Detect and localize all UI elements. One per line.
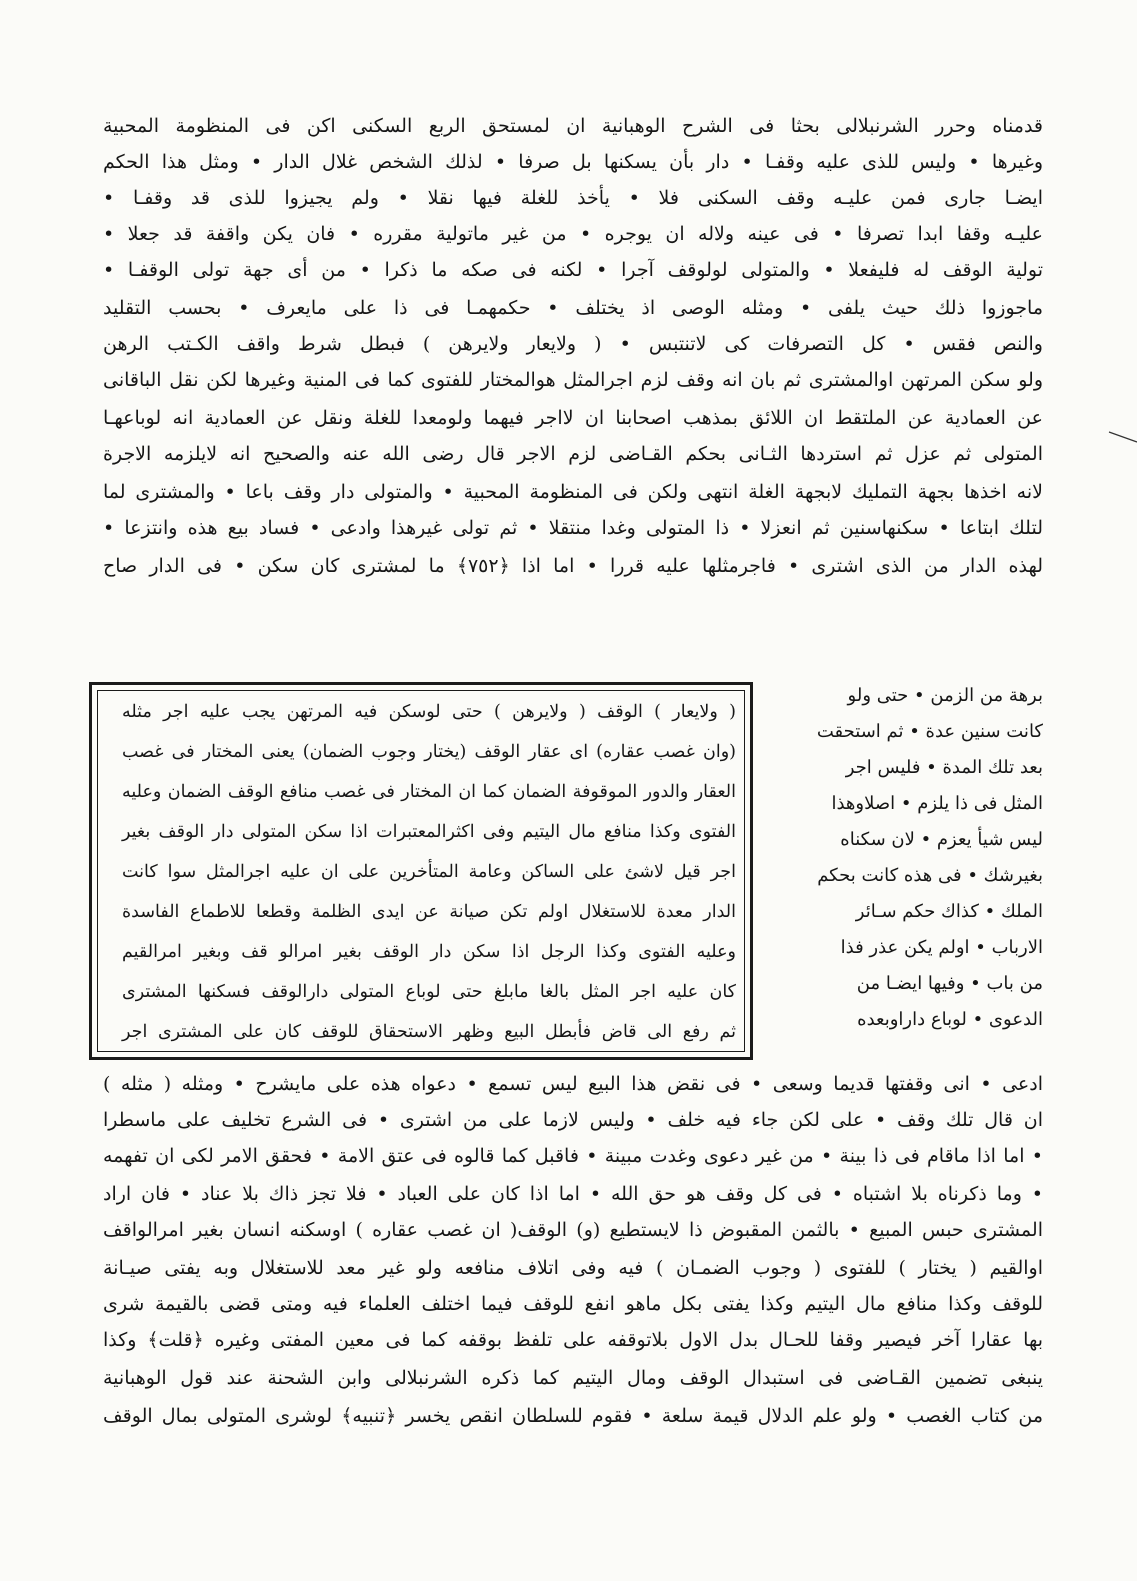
text-line: وغيرها • وليس للذى عليه وقفـا • دار بأن يسكنها بل صرفا • لذلك الشخص غلال الدار • ومثل هذا الحكم [103, 151, 1043, 173]
text-line [103, 620, 1043, 656]
text-line [103, 584, 1043, 620]
text-line: ادعى • انى وقفتها قديما وسعى • فى نقض هذا البيع ليس تسمع • دعواه هذه على مايشرح • ومثله ( مثله ) [103, 1073, 1043, 1095]
box-text-line: (وان غصب عقاره) اى عقار الوقف (يختار وجوب الضمان) يعنى المختار فى غصب [122, 742, 736, 762]
box-text-line: وعليه الفتوى وكذا الرجل اذا سكن دار الوقف بغير امرالو قف وبغير امرالقيم [122, 942, 736, 962]
side-text-line: المثل فى ذا يلزم • اصلاوهذا [831, 793, 1043, 814]
text-line: عليـه وقفا ابدا تصرفا • فى عينه ولاله ان يوجره • من غير ماتولية مقرره • فان يكن واقفة قد جعلا • [103, 223, 1043, 245]
text-line: المشترى حبس المبيع • بالثمن المقبوض ذا لايستطيع (و) الوقف( ان غصب عقاره ) اوسكنه انسان بغير امرالواقف [103, 1219, 1043, 1241]
box-text-line: ثم رفع الى قاض فأبطل البيع وظهر الاستحقاق للوقف كان على المشترى اجر [122, 1022, 736, 1042]
text-line: عن العمادية عن الملتقط ان اللائق بمذهب اصحابنا ان لااجر فيهما ولومعدا للغلة ونقل عن العمادية انه لوباعهـا [103, 407, 1043, 429]
side-text-line: الارباب • اولم يكن عذر فذا [840, 937, 1043, 958]
box-text-line: كان عليه اجر المثل بالغا مابلغ حتى لوباع المتولى دارالوقف فسكنها المشترى [122, 982, 736, 1002]
box-text-line: الفتوى وكذا منافع مال اليتيم وفى اكثرالمعتبرات اذا سكن المتولى دار الوقف بغير [122, 822, 736, 842]
side-text-line: الملك • كذاك حكم سـائر [855, 901, 1043, 922]
text-line: ينبغى تضمين القـاضى فى استبدال الوقف ومال اليتيم كما ذكره الشرنبلالى وابن الشحنة عند قول الوهبانية [103, 1367, 1043, 1389]
box-text-line: الدار معدة للاستغلال اولم تكن صيانة عن ايدى الظلمة وقطعا للاطماع الفاسدة [122, 902, 736, 922]
side-text-line: ليس شيأ يعزم • لان سكناه [840, 829, 1043, 850]
text-line: ايضـا جارى فمن عليـه وقف السكنى فلا • يأخذ للغلة فيها نقلا • ولم يجيزوا للذى قد وقفـا • [103, 187, 1043, 209]
text-line: • اما اذا ماقام فى ذا بينة • من غير دعوى وغدت مبينة • فاقبل كما قالوه فى عتق الامة • فحقق الامر لكى ان تفهمه [103, 1145, 1043, 1167]
text-line: من كتاب الغصب • ولو علم الدلال قيمة سلعة • فقوم للسلطان انقص يخسر ﴿تنبيه﴾ لوشرى المتولى بمال الوقف [103, 1405, 1043, 1427]
text-line: تولية الوقف له فليفعلا • والمتولى لولوقف آجرا • لكنه فى صكه ما ذكرا • من أى جهة تولى الوقفـا • [103, 259, 1043, 281]
box-text-line: ( ولايعار ) الوقف ( ولايرهن ) حتى لوسكن فيه المرتهن يجب عليه اجر مثله [122, 702, 736, 722]
side-text-line: الدعوى • لوباع داراوبعده [857, 1009, 1043, 1030]
side-text-line: كانت سنين عدة • ثم استحقت [816, 721, 1043, 742]
side-text-line: بعد تلك المدة • فليس اجر [845, 757, 1043, 778]
text-line: لهذه الدار من الذى اشترى • فاجرمثلها عليه قررا • اما اذا ﴿٧٥٢﴾ ما لمشترى كان سكن • فى الدار صاح [103, 555, 1043, 577]
side-text-line: من باب • وفيها ايضـا من [856, 973, 1043, 994]
text-line: قدمناه وحرر الشرنبلالى بحثا فى الشرح الوهبانية ان لمستحق الربع السكنى اكن فى المنظومة المحبية [103, 115, 1043, 137]
matn-text-box [89, 682, 753, 1060]
text-line: للوقف وكذا منافع مال اليتيم وكذا يفتى بكل ماهو انفع للوقف فيما اختلف العلماء فيه ومتى قضى بالقيمة شرى [103, 1293, 1043, 1315]
text-line: بها عقارا آخر فيصير وقفا للحـال بدل الاول بلاتوقفه على تلفظ بوقفه كما فى معين المفتى وغيره ﴿قلت﴾ وكذا [103, 1329, 1043, 1351]
text-line: اوالقيم ( يختار ) للفتوى ( وجوب الضمـان ) فيه وفى اتلاف منافعه ولو غير معد للاستغلال وبه يفتى صيـانة [103, 1257, 1043, 1279]
box-text-line: العقار والدور الموقوفة الضمان كما ان المختار فى غصب منافع الوقف الضمان وعليه [122, 782, 736, 802]
text-line: والنص فقس • كل التصرفات كى لاتنتبس • ( ولايعار ولايرهن ) فبطل شرط واقف الكـتب الرهن [103, 333, 1043, 355]
side-text-line: بغيرشك • فى هذه كانت بحكم [817, 865, 1043, 886]
text-line: لتلك ابتاعا • سكنهاسنين ثم انعزلا • ذا المتولى وغدا منتقلا • ثم تولى غيرهذا وادعى • فساد بيع هذه وانتزعا • [103, 517, 1043, 539]
text-line: ان قال تلك وقف • على لكن جاء فيه خلف • وليس لازما على من اشترى • فى الشرع تخليف على ماسطرا [103, 1109, 1043, 1131]
text-line: ولو سكن المرتهن اوالمشترى ثم بان انه وقف لزم اجرالمثل هوالمختار للفتوى كما فى المنية وغيرها لكن نقل الباقانى [103, 369, 1043, 391]
box-text-line: اجر قيل لاشئ على الساكن وعامة المتأخرين على ان عليه اجرالمثل سوا كانت [122, 862, 736, 882]
margin-mark [1107, 428, 1137, 448]
side-text-line: برهة من الزمن • حتى ولو [847, 685, 1043, 706]
text-line: • وما ذكرناه بلا اشتباه • فى كل وقف هو حق الله • اما اذا كان على العباد • فلا تجز ذاك بلا عناد • فان اراد [103, 1183, 1043, 1205]
text-line: لانه اخذها بجهة التمليك لابجهة الغلة انتهى ولكن فى المنظومة المحبية • والمتولى دار وقف باعا • والمشترى لما [103, 481, 1043, 503]
text-line: المتولى ثم عزل ثم استردها الثـانى بحكم القـاضى لزم الاجر قال رضى الله عنه والصحيح انه لايلزمه الاجرة [103, 443, 1043, 465]
text-line: ماجوزوا ذلك حيث يلفى • ومثله الوصى اذ يختلف • حكمهمـا فى ذا على مايعرف • بحسب التقليد [103, 297, 1043, 319]
